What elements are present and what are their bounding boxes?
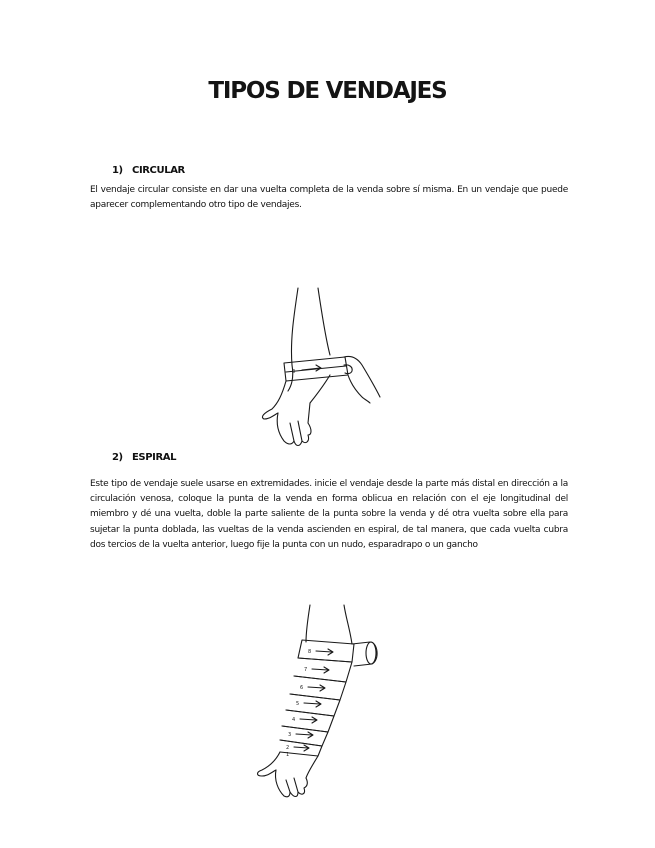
bandage-roll-end (366, 642, 376, 664)
helper-hand (344, 356, 380, 397)
hand-outline (258, 752, 281, 776)
spiral-label: 7 (304, 667, 308, 673)
spiral-label: 4 (292, 717, 296, 723)
spiral-arrow (296, 732, 313, 738)
section-text-espiral: Este tipo de vendaje suele usarse en extremidades. inicie el vendaje desde la parte más distal en dirección a la circulación venosa, coloque la punta de la venda en forma oblicua en relación con el eje longitudinal del miembro y dé una vuelta, doble la parte saliente de la punta sobre la venda y dé otra vuelta sobre ella para sujetar la punta doblada, las vueltas de la venda ascienden en espiral, de tal manera, que cada vuelta cubra dos tercios de la vuelta anterior, luego fije la punta con un nudo, esparadrapo o un gancho (90, 479, 568, 550)
section-heading-label: ESPIRAL (132, 452, 177, 463)
spiral-arrow (294, 745, 309, 751)
spiral-label: 1 (286, 752, 290, 758)
hand-outline (275, 770, 307, 797)
arm-outline (262, 381, 286, 419)
arm-outline (288, 288, 298, 391)
bandage-label: 3 (292, 369, 296, 375)
spiral-label: 5 (296, 701, 300, 707)
spiral-turn (286, 694, 340, 716)
section-text-circular: El vendaje circular consiste en dar una vuelta completa de la venda sobre sí misma. En un vendaje que puede aparecer complementando otro tipo de vendajes. (90, 185, 568, 211)
hand-outline (290, 421, 302, 441)
spiral-label: 6 (300, 685, 304, 691)
section-number: 2) (112, 452, 123, 463)
spiral-arrow (300, 717, 317, 723)
spiral-arrow (308, 685, 325, 691)
section-number: 1) (112, 165, 123, 176)
spiral-label: 3 (288, 732, 292, 738)
spiral-arrow (312, 667, 329, 673)
spiral-arrow (316, 649, 333, 655)
spiral-arrow (304, 701, 321, 707)
spiral-turn (282, 710, 334, 732)
section-heading-circular (112, 165, 185, 176)
circular-bandage-illustration (250, 285, 390, 450)
spiral-label: 2 (286, 745, 290, 751)
spiral-label: 8 (308, 649, 312, 655)
bandage-arrow (302, 365, 321, 371)
spiral-bandage-illustration (250, 600, 390, 800)
section-heading-label: CIRCULAR (132, 165, 185, 176)
hand-outline (306, 756, 318, 778)
arm-outline (310, 375, 330, 403)
page-title: TIPOS DE VENDAJES (208, 78, 447, 104)
helper-hand (348, 375, 370, 403)
arm-outline (306, 605, 310, 642)
arm-outline (318, 288, 330, 355)
arm-outline (344, 605, 352, 644)
section-heading-espiral (112, 452, 176, 463)
hand-outline (286, 778, 298, 792)
